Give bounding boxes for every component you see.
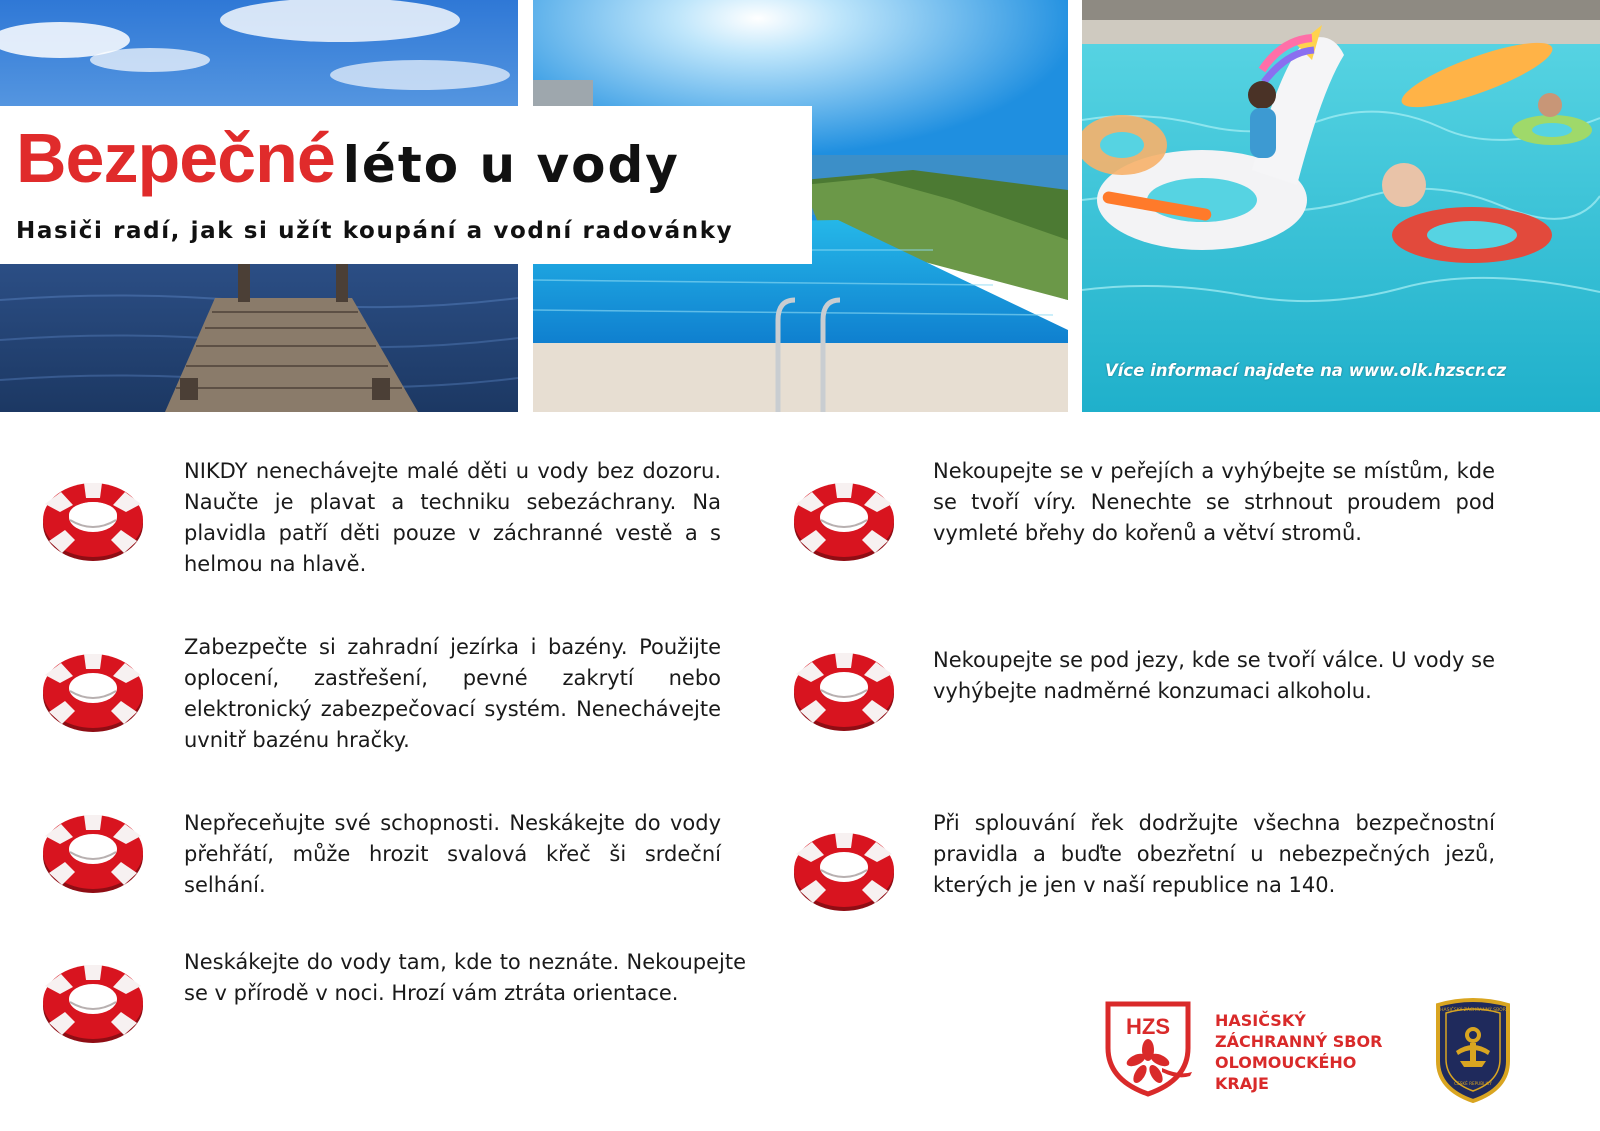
org-name-line: ZÁCHRANNÝ SBOR [1215,1032,1383,1051]
website-note: Více informací najdete na www.olk.hzscr.cz [1105,361,1507,380]
life-ring-icon [40,810,146,896]
life-ring-icon [40,478,146,564]
title-highlight: Bezpečné [16,119,335,197]
organization-name [1215,1010,1382,1094]
tip-text: Nepřeceňujte své schopnosti. Neskákejte do vody přehřátí, může hrozit svalová křeč ši srdeční selhání. [184,811,721,897]
life-ring-icon [40,649,146,735]
tip-text: Zabezpečte si zahradní jezírka i bazény. Použijte oplocení, zastřešení, pevné zakrytí nebo elektronický zabezpečovací systém. Nenechávejte uvnitř bazénu hračky. [184,635,721,752]
org-name-line: OLOMOUCKÉHO [1215,1053,1357,1072]
hzs-logo-text: HZS [1126,1014,1170,1039]
badge-top-text: HASIČSKÝ ZÁCHRANNÝ SBOR [1440,1008,1506,1013]
life-ring-icon [791,478,897,564]
tip-text: Nekoupejte se v peřejích a vyhýbejte se místům, kde se tvoří víry. Nenechte se strhnout proudem pod vymleté břehy do kořenů a větví stromů. [933,459,1495,545]
fire-rescue-badge-icon [1432,995,1514,1103]
tip-text: Neskákejte do vody tam, kde to neznáte. Nekoupejte se v přírodě v noci. Hrozí vám ztráta orientace. [184,950,746,1005]
life-ring-icon [791,648,897,734]
org-name-line: HASIČSKÝ [1215,1011,1306,1030]
page-subtitle: Hasiči radí, jak si užít koupání a vodní radovánky [16,218,734,244]
badge-bottom-text: ČESKÉ REPUBLIKY [1454,1081,1492,1086]
life-ring-icon [791,828,897,914]
org-name-line: KRAJE [1215,1074,1269,1093]
page-title [16,118,680,198]
hzs-logo [1100,998,1196,1098]
tip-text: Nekoupejte se pod jezy, kde se tvoří válce. U vody se vyhýbejte nadměrné konzumaci alkoholu. [933,648,1495,703]
tip-text: NIKDY nenechávejte malé děti u vody bez dozoru. Naučte je plavat a techniku sebezáchrany. Na plavidla patří děti pouze v záchranné vestě a s helmou na hlavě. [184,459,721,576]
life-ring-icon [40,960,146,1046]
pool-party-photo [1082,0,1600,412]
title-rest: léto u vody [342,136,680,194]
tip-text: Při splouvání řek dodržujte všechna bezpečnostní pravidla a buďte obezřetní u nebezpečných jezů, kterých je jen v naší republice na 140. [933,811,1495,897]
